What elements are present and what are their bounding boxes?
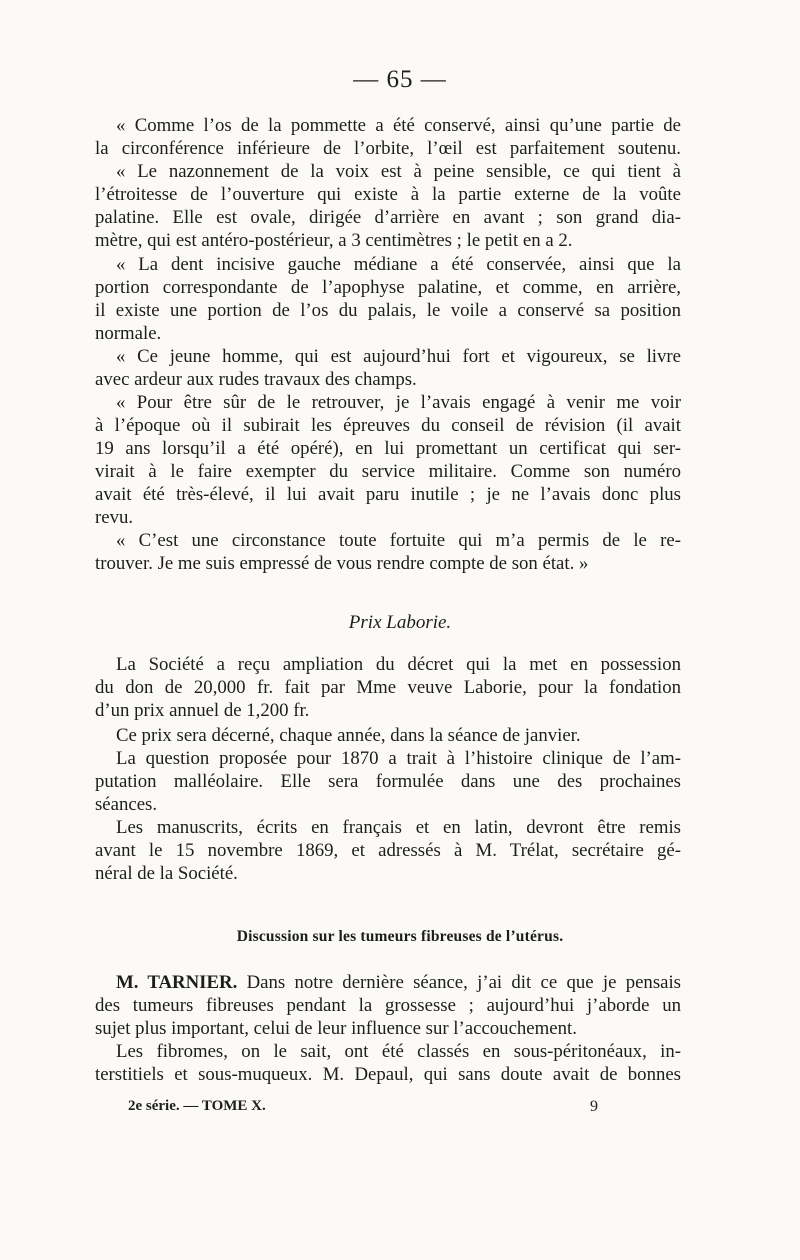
text-line: il existe une portion de l’os du palais, le voile a conservé sa position <box>95 300 681 321</box>
text-line: sujet plus important, celui de leur influence sur l’accouchement. <box>95 1018 577 1039</box>
text-line: « Ce jeune homme, qui est aujourd’hui fort et vigoureux, se livre <box>116 346 681 367</box>
text-line: des tumeurs fibreuses pendant la grossesse ; aujourd’hui j’aborde un <box>95 995 681 1016</box>
text-line: séances. <box>95 794 158 815</box>
text-line: avait été très-élevé, il lui avait paru inutile ; je ne l’avais donc plus <box>95 484 681 505</box>
text-line: du don de 20,000 fr. fait par Mme veuve Laborie, pour la fondation <box>95 677 681 698</box>
text-line: Ce prix sera décerné, chaque année, dans la séance de janvier. <box>116 725 581 746</box>
text-line: avec ardeur aux rudes travaux des champs. <box>95 369 417 390</box>
text-line: Les manuscrits, écrits en français et en latin, devront être remis <box>116 817 681 838</box>
text-line: trouver. Je me suis empressé de vous rendre compte de son état. » <box>95 553 589 574</box>
text-line: putation malléolaire. Elle sera formulée dans une des prochaines <box>95 771 681 792</box>
page-number: — 65 — <box>353 66 447 93</box>
text-line: mètre, qui est antéro-postérieur, a 3 centimètres ; le petit en a 2. <box>95 230 573 251</box>
text-line: virait à le faire exempter du service militaire. Comme son numéro <box>95 461 681 482</box>
text-line: à l’époque où il subirait les épreuves du conseil de révision (il avait <box>95 415 681 436</box>
footer-signature-mark: 9 <box>590 1098 598 1115</box>
text-line: revu. <box>95 507 134 528</box>
speaker-name: M. TARNIER. <box>116 972 238 993</box>
text-line: normale. <box>95 323 162 344</box>
text-line: terstitiels et sous-muqueux. M. Depaul, qui sans doute avait de bonnes <box>95 1064 681 1085</box>
text-line: portion correspondante de l’apophyse palatine, et comme, en arrière, <box>95 277 681 298</box>
text-line: « Le nazonnement de la voix est à peine sensible, ce qui tient à <box>116 161 681 182</box>
text-line: la circonférence inférieure de l’orbite, l’œil est parfaitement soutenu. <box>95 138 681 159</box>
text-line: La Société a reçu ampliation du décret qui la met en possession <box>116 654 681 675</box>
page-footer <box>128 1098 598 1120</box>
text-line: l’étroitesse de l’ouverture qui existe à la partie externe de la voûte <box>95 184 681 205</box>
footer-series-volume: 2e série. — TOME X. <box>128 1098 266 1114</box>
text-line: « La dent incisive gauche médiane a été conservée, ainsi que la <box>116 254 681 275</box>
text-line: d’un prix annuel de 1,200 fr. <box>95 700 310 721</box>
text-line: palatine. Elle est ovale, dirigée d’arrière en avant ; son grand dia- <box>95 207 681 228</box>
text-line: « Pour être sûr de le retrouver, je l’avais engagé à venir me voir <box>116 392 681 413</box>
section-heading-discussion: Discussion sur les tumeurs fibreuses de l’utérus. <box>236 928 564 945</box>
text-line: « C’est une circonstance toute fortuite qui m’a permis de le re- <box>116 530 681 551</box>
speaker-text: Dans notre dernière séance, j’ai dit ce que je pensais <box>246 972 681 993</box>
text-line: La question proposée pour 1870 a trait à l’histoire clinique de l’am- <box>116 748 681 769</box>
text-line: 19 ans lorsqu’il a été opéré), en lui promettant un certificat qui ser- <box>95 438 681 459</box>
text-line: avant le 15 novembre 1869, et adressés à M. Trélat, secrétaire gé- <box>95 840 681 861</box>
text-line: néral de la Société. <box>95 863 238 884</box>
subheading-prix-laborie: Prix Laborie. <box>348 612 452 633</box>
text-line: Les fibromes, on le sait, ont été classés en sous-péritonéaux, in- <box>116 1041 681 1062</box>
text-line: « Comme l’os de la pommette a été conservé, ainsi qu’une partie de <box>116 115 681 136</box>
